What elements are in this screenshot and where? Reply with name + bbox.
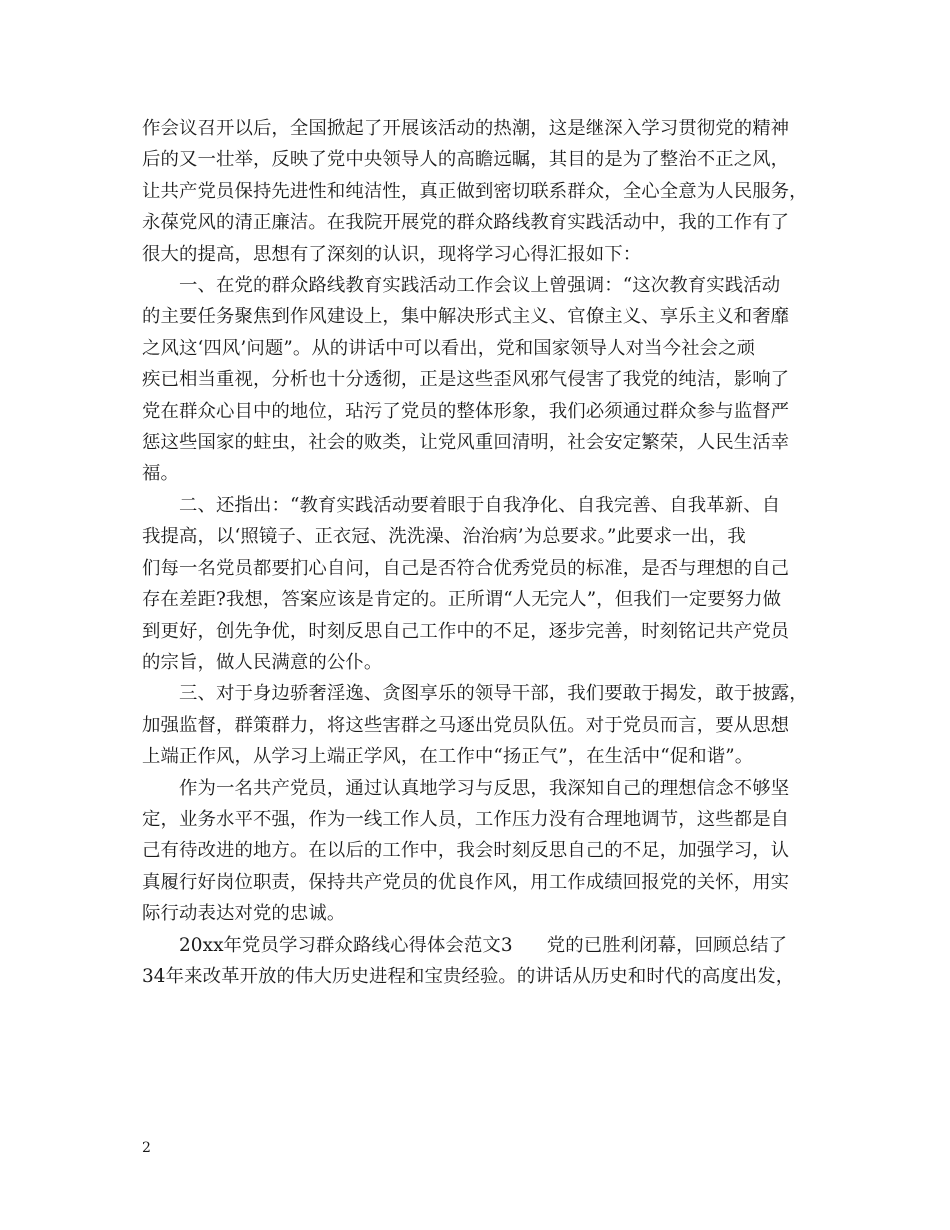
text-line: 作会议召开以后，全国掀起了开展该活动的热潮，这是继深入学习贯彻党的精神 (142, 118, 790, 139)
text-line: 加强监督，群策群力，将这些害群之马逐出党员队伍。对于党员而言，要从思想 (142, 714, 790, 736)
text-line: 后的又一壮举，反映了党中央领导人的高瞻远瞩，其目的是为了整治不正之风， (142, 149, 790, 171)
text-line: 际行动表达对党的忠诚。 (142, 903, 346, 925)
text-line: 二、还指出：“教育实践活动要着眼于自我净化、自我完善、自我革新、自 (179, 494, 781, 516)
text-run: 党的已胜利闭幕，回顾总结了 (546, 934, 788, 956)
paragraph-4 (142, 678, 807, 772)
text-line: 党在群众心目中的地位，玷污了党员的整体形象，我们必须通过群众参与监督严 (142, 400, 790, 422)
text-line: 疾已相当重视，分析也十分透彻，正是这些歪风邪气侵害了我党的纯洁，影响了 (142, 369, 790, 391)
text-line: 一、在党的群众路线教育实践活动工作会议上曾强调：“这次教育实践活动 (179, 275, 781, 297)
paragraph-2 (142, 270, 807, 490)
paragraph-1 (142, 113, 807, 270)
text-line: 福。 (142, 463, 179, 485)
text-line: 很大的提高，思想有了深刻的认识，现将学习心得汇报如下： (142, 243, 642, 265)
text-line: 存在差距?我想，答案应该是肯定的。正所谓“人无完人”，但我们一定要努力做 (142, 589, 782, 611)
text-line (142, 930, 807, 961)
text-line: 的主要任务聚焦到作风建设上，集中解决形式主义、官僚主义、享乐主义和奢靡 (142, 306, 790, 328)
paragraph-3 (142, 490, 807, 678)
text-line: 让共产党员保持先进性和纯洁性，真正做到密切联系群众，全心全意为人民服务， (142, 180, 808, 202)
text-line: 到更好，创先争优，时刻反思自己工作中的不足，逐步完善，时刻铭记共产党员 (142, 620, 790, 642)
section-heading: 20xx年党员学习群众路线心得体会范文3 (179, 934, 513, 956)
text-line: 己有待改进的地方。在以后的工作中，我会时刻反思自己的不足，加强学习，认 (142, 840, 790, 862)
paragraph-5 (142, 773, 807, 930)
text-line: 惩这些国家的蛀虫，社会的败类，让党风重回清明，社会安定繁荣，人民生活幸 (142, 432, 790, 454)
text-line: 的宗旨，做人民满意的公仆。 (142, 651, 383, 673)
page-number: 2 (142, 1140, 151, 1156)
paragraph-6 (142, 930, 807, 993)
text-line: 我提高，以‘照镜子、正衣冠、洗洗澡、治治病’为总要求。”此要求一出，我 (142, 526, 746, 548)
text-line: 真履行好岗位职责，保持共产党员的优良作风，用工作成绩回报党的关怀，用实 (142, 871, 790, 893)
text-line: 永葆党风的清正廉洁。在我院开展党的群众路线教育实践活动中，我的工作有了 (142, 212, 790, 234)
text-line: 34年来改革开放的伟大历史进程和宝贵经验。的讲话从历史和时代的高度出发， (142, 965, 795, 987)
text-line: 们每一名党员都要扪心自问，自己是否符合优秀党员的标准，是否与理想的自己 (142, 557, 790, 579)
document-body (142, 113, 807, 992)
text-line: 作为一名共产党员，通过认真地学习与反思，我深知自己的理想信念不够坚 (179, 777, 790, 799)
text-line: 之风这‘四风’问题”。从的讲话中可以看出，党和国家领导人对当今社会之顽 (142, 337, 756, 359)
text-line: 定，业务水平不强，作为一线工作人员，工作压力没有合理地调节，这些都是自 (142, 808, 790, 830)
text-line: 上端正作风，从学习上端正学风，在工作中“扬正气”，在生活中“促和谐”。 (142, 746, 754, 768)
text-line: 三、对于身边骄奢淫逸、贪图享乐的领导干部，我们要敢于揭发，敢于披露， (179, 683, 808, 705)
